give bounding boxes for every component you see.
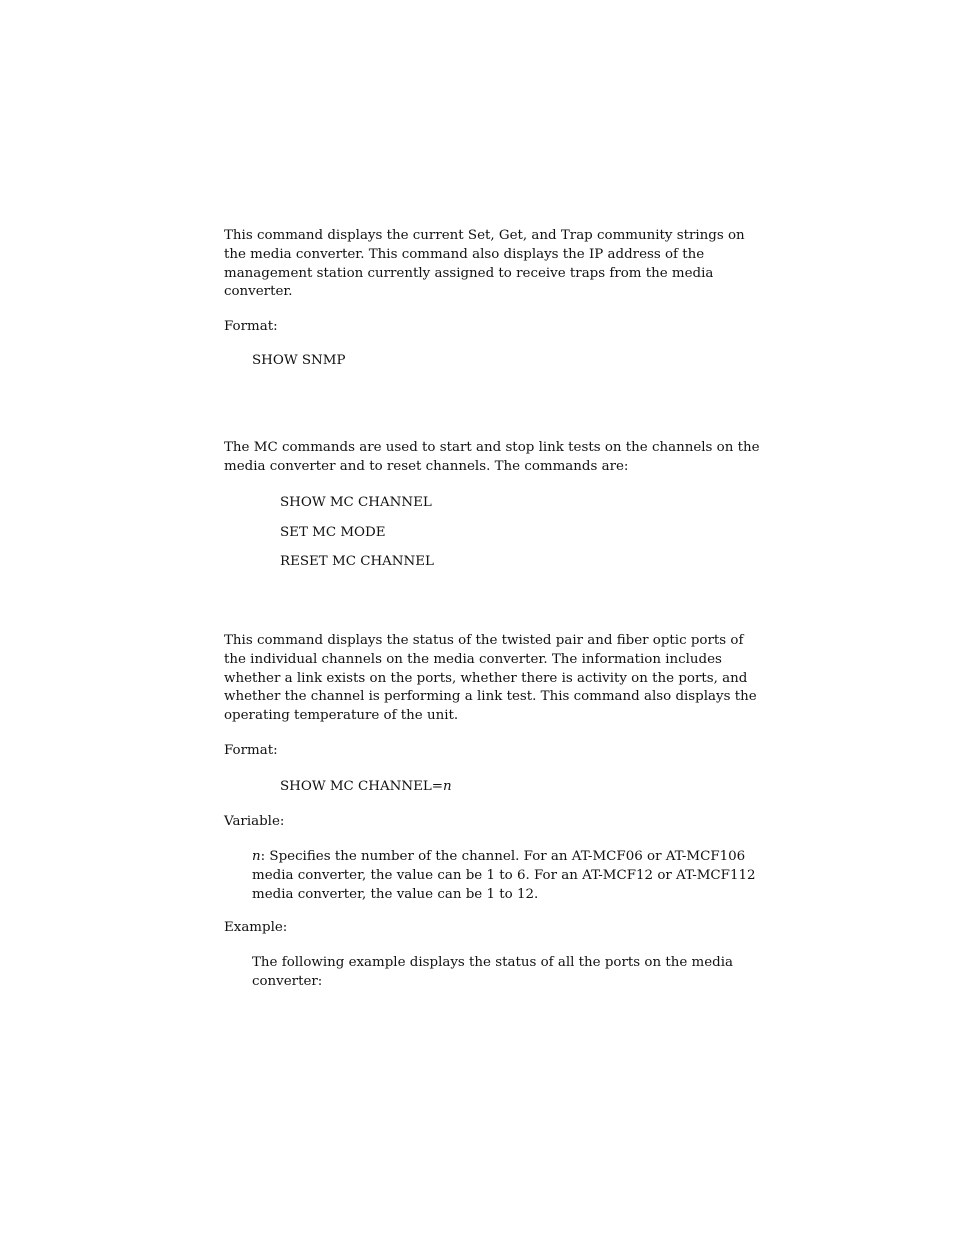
- text-line: management station currently assigned to receive traps from the media: [224, 265, 714, 281]
- text-line: media converter, the value can be 1 to 12.: [252, 886, 539, 902]
- text-line: converter.: [224, 284, 293, 300]
- show-mc-channel-description: [224, 632, 757, 726]
- text-line: operating temperature of the unit.: [224, 708, 459, 724]
- variable-label: Variable:: [224, 814, 285, 829]
- text-line: media converter, the value can be 1 to 6. For an AT-MCF12 or AT-MCF112: [252, 867, 756, 883]
- text-line: This command displays the current Set, Get, and Trap community strings on: [224, 228, 745, 243]
- example-description: [252, 954, 734, 992]
- text-line: [252, 848, 746, 867]
- text-line: This command displays the status of the twisted pair and fiber optic ports of: [224, 633, 744, 648]
- text-line: whether a link exists on the ports, whether there is activity on the ports, and: [224, 670, 748, 686]
- show-mc-channel-command: [280, 778, 734, 797]
- mc-commands-intro: [224, 439, 760, 477]
- example-label: Example:: [224, 920, 288, 935]
- command-prefix: SHOW MC CHANNEL=: [280, 779, 443, 794]
- show-snmp-description: [224, 227, 745, 302]
- text-line: The following example displays the status of all the ports on the media: [252, 955, 733, 970]
- variable-description: [252, 848, 756, 904]
- text-line: the media converter. This command also displays the IP address of the: [224, 246, 705, 262]
- mc-command-reset-mc-channel: RESET MC CHANNEL: [280, 554, 434, 569]
- variable-name: n: [252, 849, 261, 864]
- text-line: converter:: [252, 973, 323, 989]
- show-snmp-command: SHOW SNMP: [252, 353, 346, 368]
- text-line: whether the channel is performing a link test. This command also displays the: [224, 689, 757, 705]
- text-line: media converter and to reset channels. The commands are:: [224, 458, 629, 474]
- variable-desc-first: : Specifies the number of the channel. For an AT-MCF06 or AT-MCF106: [260, 849, 746, 864]
- text-line: the individual channels on the media converter. The information includes: [224, 651, 722, 667]
- show-mc-channel-format-label: Format:: [224, 743, 278, 758]
- mc-command-show-mc-channel: SHOW MC CHANNEL: [280, 495, 432, 510]
- text-line: The MC commands are used to start and stop link tests on the channels on the: [224, 440, 760, 455]
- command-variable: n: [442, 779, 452, 794]
- mc-command-set-mc-mode: SET MC MODE: [280, 525, 386, 540]
- show-snmp-format-label: Format:: [224, 319, 278, 334]
